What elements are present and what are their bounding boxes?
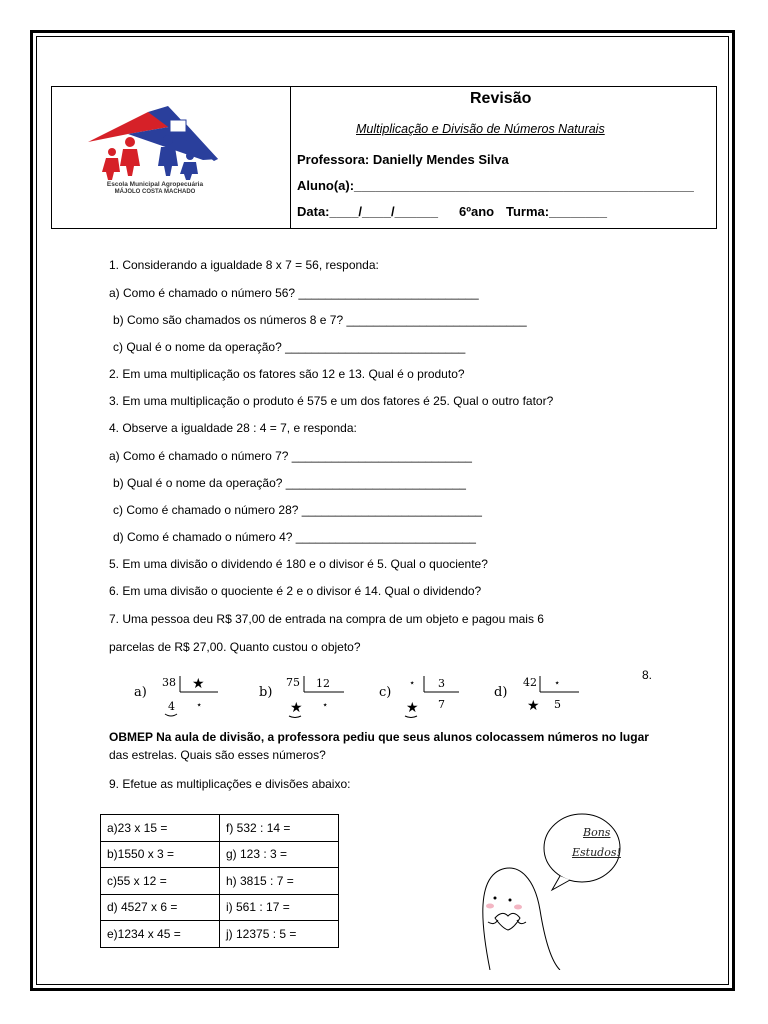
speech-bubble-line2: Estudos! (572, 846, 621, 859)
page-title: Revisão (470, 90, 532, 107)
question-7-line2: parcelas de R$ 27,00. Quanto custou o objeto? (109, 640, 361, 654)
table-cell: j) 12375 : 5 = (220, 921, 339, 948)
table-cell: d) 4527 x 6 = (101, 894, 220, 921)
question-8-text-line1: OBMEP Na aula de divisão, a professora pediu que seus alunos colocassem números no lugar (109, 730, 649, 744)
question-8-line2: das estrelas. Quais são esses números? (109, 748, 326, 762)
division-a (134, 676, 218, 716)
division-d-divisor: ⋆ (554, 678, 561, 689)
division-c-dividend: ⋆ (409, 678, 416, 689)
question-4b: b) Qual é o nome da operação? ___________________________ (113, 476, 466, 490)
division-figures (134, 670, 594, 718)
division-b-label: b) (259, 685, 273, 700)
table-cell: c)55 x 12 = (101, 868, 220, 895)
question-4d: d) Como é chamado o número 4? ___________________________ (113, 530, 476, 544)
division-d (494, 676, 579, 714)
class-field[interactable]: Turma:________ (506, 204, 607, 219)
division-b-remainder: ★ (290, 700, 303, 716)
question-1a: a) Como é chamado o número 56? ___________________________ (109, 286, 479, 300)
division-b (259, 676, 344, 718)
mascot-illustration (460, 800, 640, 970)
operations-table (100, 814, 339, 948)
question-7-line1: 7. Uma pessoa deu R$ 37,00 de entrada na compra de um objeto e pagou mais 6 (109, 612, 544, 626)
division-c-remainder: ★ (406, 700, 419, 716)
division-a-quotient: ⋆ (196, 700, 203, 711)
school-logo (68, 104, 243, 194)
question-1: 1. Considerando a igualdade 8 x 7 = 56, responda: (109, 258, 379, 272)
division-d-remainder: ★ (527, 698, 540, 714)
question-1b: b) Como são chamados os números 8 e 7? ___________________________ (113, 313, 527, 327)
division-b-divisor: 12 (316, 677, 330, 690)
question-4a: a) Como é chamado o número 7? ___________________________ (109, 449, 472, 463)
table-cell: b)1550 x 3 = (101, 841, 220, 868)
division-d-dividend: 42 (523, 676, 537, 689)
division-b-quotient: ⋆ (322, 700, 329, 711)
speech-bubble-line1: Bons (583, 826, 611, 839)
division-c-quotient: 7 (438, 698, 445, 711)
question-4c: c) Como é chamado o número 28? ___________________________ (113, 503, 482, 517)
page-subtitle: Multiplicação e Divisão de Números Naturais (356, 122, 605, 136)
division-d-quotient: 5 (554, 698, 561, 711)
question-5: 5. Em uma divisão o dividendo é 180 e o divisor é 5. Qual o quociente? (109, 557, 488, 571)
question-4: 4. Observe a igualdade 28 : 4 = 7, e responda: (109, 421, 357, 435)
question-8-line1 (109, 730, 649, 744)
division-c-label: c) (379, 685, 392, 700)
table-cell: g) 123 : 3 = (220, 841, 339, 868)
logo-school-name-line2: MÁJOLO COSTA MACHADO (114, 189, 196, 194)
table-cell: a)23 x 15 = (101, 815, 220, 842)
division-c-divisor: 3 (438, 677, 445, 690)
table-cell: f) 532 : 14 = (220, 815, 339, 842)
division-d-label: d) (494, 685, 508, 700)
division-a-label: a) (134, 685, 147, 700)
table-cell: h) 3815 : 7 = (220, 868, 339, 895)
question-9: 9. Efetue as multiplicações e divisões abaixo: (109, 777, 351, 791)
date-field[interactable]: Data:____/____/______ (297, 204, 438, 219)
header-divider (290, 87, 291, 228)
table-row (101, 868, 339, 895)
grade-label: 6ºano (459, 204, 495, 219)
division-c (379, 676, 459, 718)
table-row (101, 921, 339, 948)
table-cell: i) 561 : 17 = (220, 894, 339, 921)
question-6: 6. Em uma divisão o quociente é 2 e o divisor é 14. Qual o dividendo? (109, 584, 482, 598)
question-3: 3. Em uma multiplicação o produto é 575 e um dos fatores é 25. Qual o outro fator? (109, 394, 554, 408)
student-name-field[interactable]: Aluno(a):_______________________________________________ (297, 178, 694, 193)
logo-school-name-line1: Escola Municipal Agropecuária (106, 181, 204, 188)
question-1c: c) Qual é o nome da operação? ___________________________ (113, 340, 466, 354)
teacher-name: Professora: Danielly Mendes Silva (297, 152, 509, 167)
division-b-dividend: 75 (286, 676, 300, 689)
division-a-dividend: 38 (162, 676, 176, 689)
question-8-number: 8. (642, 668, 653, 682)
table-row (101, 815, 339, 842)
table-row (101, 894, 339, 921)
table-row (101, 841, 339, 868)
division-a-divisor: ★ (192, 676, 205, 692)
question-2: 2. Em uma multiplicação os fatores são 12 e 13. Qual é o produto? (109, 367, 465, 381)
division-a-remainder: 4 (168, 700, 175, 713)
table-cell: e)1234 x 45 = (101, 921, 220, 948)
